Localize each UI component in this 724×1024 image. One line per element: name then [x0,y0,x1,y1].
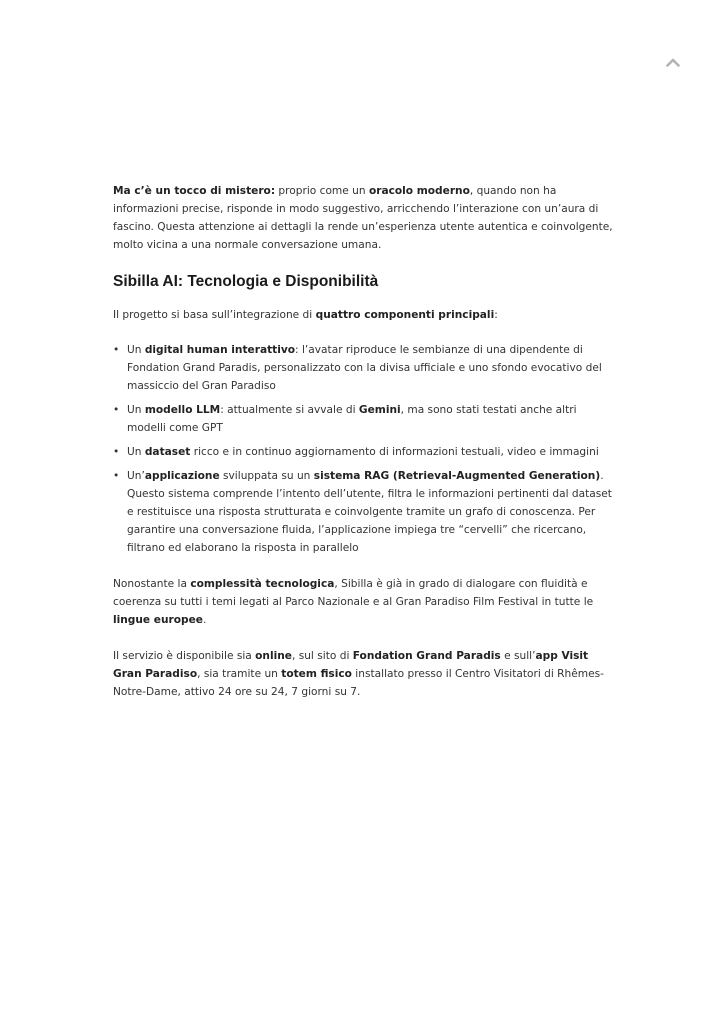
scroll-to-top-button[interactable] [660,52,686,72]
text: e sull’ [500,650,536,662]
bullet-icon: • [113,470,120,482]
text: Il servizio è disponibile sia [113,650,256,662]
emphasis: dataset [144,446,191,458]
emphasis: Ma c’è un tocco di mistero: [113,185,276,197]
text: installato presso il Centro Visitatori di Rhêmes-Notre-Dame, attivo 24 ore su 24, 7 giorni su 7. [113,668,604,698]
bullet-icon: • [113,344,120,356]
emphasis: Gemini [358,404,401,416]
emphasis: applicazione [144,470,220,482]
text: , sul sito di [291,650,353,662]
components-list [113,341,613,557]
complexity-paragraph [113,575,613,629]
text: Un [127,446,145,458]
text: : attualmente si avvale di [220,404,359,416]
text: Un [127,344,145,356]
text: : [494,309,498,321]
bullet-icon: • [113,404,120,416]
text: , ma sono stati testati anche altri modelli come GPT [127,404,577,434]
emphasis: oracolo moderno [368,185,470,197]
text: proprio come un [275,185,369,197]
list-item [113,443,613,461]
list-item [113,401,613,437]
emphasis: modello LLM [144,404,221,416]
emphasis: app Visit Gran Paradiso [113,650,589,680]
chevron-up-icon [666,58,680,67]
text: sviluppata su un [219,470,314,482]
emphasis: online [255,650,292,662]
text: : l’avatar riproduce le sembianze di una dipendente di Fondation Grand Paradis, personalizzato con la divisa ufficiale e uno sfondo evocativo del massiccio del Gran Paradiso [127,344,602,392]
bullet-icon: • [113,446,120,458]
lead-paragraph [113,306,613,324]
intro-paragraph [113,182,613,254]
text: , sia tramite un [197,668,282,680]
text: , quando non ha informazioni precise, risponde in modo suggestivo, arricchendo l’interazione con un’aura di fascino. Questa attenzione ai dettagli la rende un’esperienza utente autentica e coinvolgente, molto vicina a una normale conversazione umana. [113,185,613,251]
emphasis: Fondation Grand Paradis [352,650,501,662]
text: , Sibilla è già in grado di dialogare con fluidità e coerenza su tutti i temi legati al Parco Nazionale e al Gran Paradiso Film Festival in tutte le [113,578,594,608]
list-item [113,341,613,395]
text: . [203,614,207,626]
text: ricco e in continuo aggiornamento di informazioni testuali, video e immagini [190,446,599,458]
emphasis: totem fisico [281,668,352,680]
text: Nonostante la [113,578,191,590]
availability-paragraph [113,647,613,701]
list-item [113,467,613,557]
emphasis: quattro componenti principali [315,309,495,321]
emphasis: sistema RAG (Retrieval-Augmented Generation) [313,470,601,482]
text: Un [127,404,145,416]
text: Un’ [127,470,145,482]
emphasis: complessità tecnologica [190,578,335,590]
emphasis: lingue europee [113,614,203,626]
text: . Questo sistema comprende l’intento dell’utente, filtra le informazioni pertinenti dal dataset e restituisce una risposta strutturata e coinvolgente tramite un grafo di conoscenza. Per garantire una conversazione fluida, l’applicazione impiega tre “cervelli” che ricercano, filtrano ed elaborano la risposta in parallelo [127,470,612,554]
section-heading: Sibilla AI: Tecnologia e Disponibilità [113,273,379,290]
emphasis: digital human interattivo [144,344,296,356]
text: Il progetto si basa sull’integrazione di [113,309,316,321]
article-body [113,182,613,701]
